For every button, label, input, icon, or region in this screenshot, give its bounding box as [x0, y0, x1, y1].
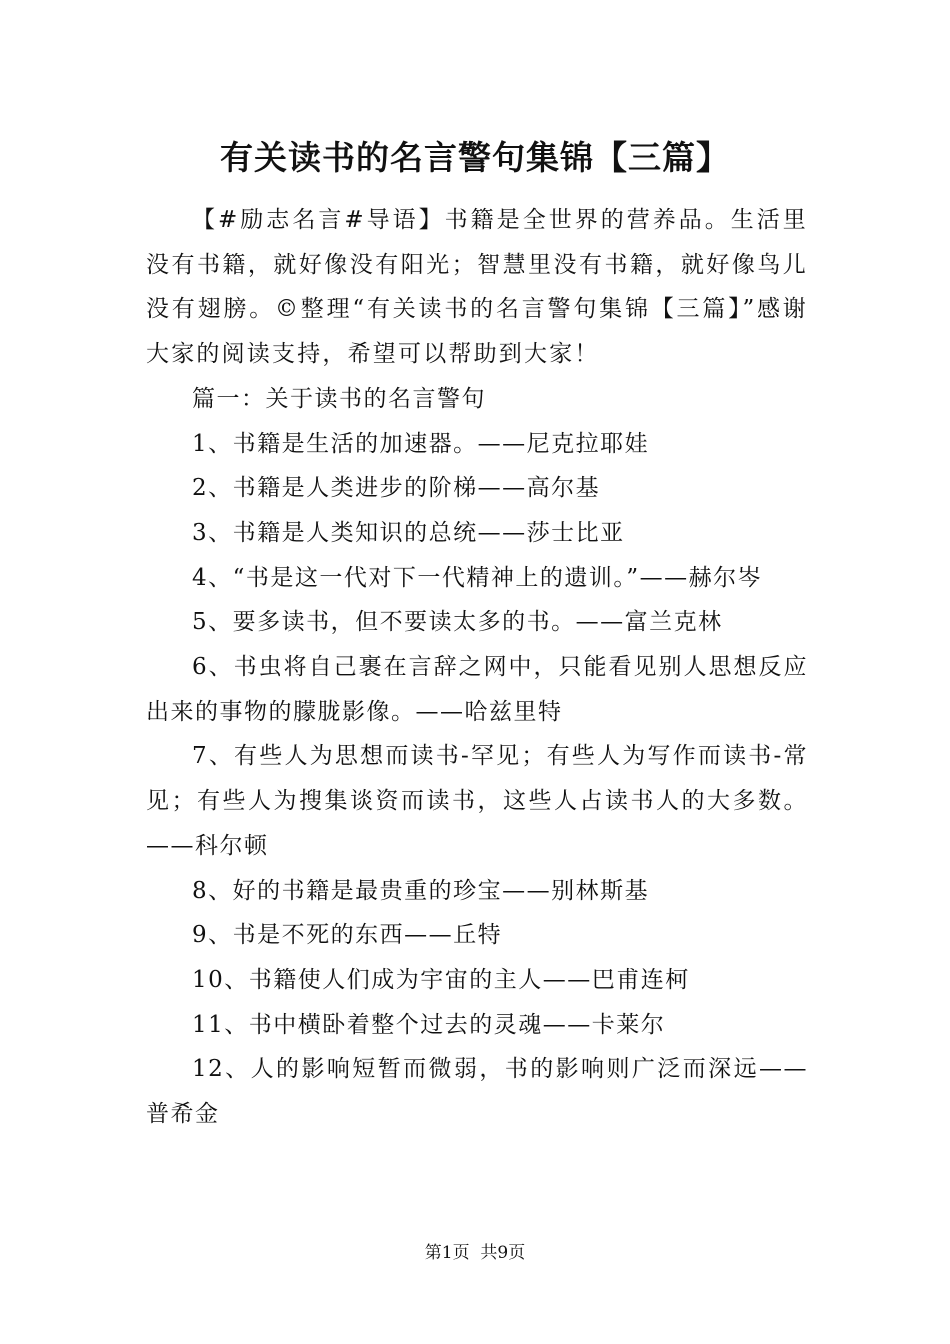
quote-item: 12、人的影响短暂而微弱，书的影响则广泛而深远——普希金 [146, 1056, 808, 1128]
quote-item: 11、书中横卧着整个过去的灵魂——卡莱尔 [192, 1011, 666, 1038]
page-footer [0, 1241, 950, 1265]
footer-separator [470, 1243, 481, 1263]
document-title: 有关读书的名言警句集锦【三篇】 [220, 138, 730, 177]
quote-item: 5、要多读书，但不要读太多的书。——富兰克林 [192, 609, 723, 636]
quote-item: 10、书籍使人们成为宇宙的主人——巴甫连柯 [192, 966, 690, 993]
quote-item: 1、书籍是生活的加速器。——尼克拉耶娃 [192, 430, 650, 457]
quote-item: 3、书籍是人类知识的总统——莎士比亚 [192, 519, 625, 546]
section-heading: 篇一：关于读书的名言警句 [192, 385, 486, 412]
quote-item: 9、书是不死的东西——丘特 [192, 922, 503, 949]
page-number: 第1页 [424, 1243, 470, 1263]
document-body [146, 198, 808, 1137]
quote-item: 2、书籍是人类进步的阶梯——高尔基 [192, 475, 601, 502]
page-total: 共9页 [480, 1243, 526, 1263]
quote-item: 6、书虫将自己裹在言辞之网中，只能看见别人思想反应出来的事物的朦胧影像。——哈兹里特 [146, 654, 808, 725]
quote-item: 7、有些人为思想而读书-罕见；有些人为写作而读书-常见；有些人为搜集谈资而读书，这些人占读书人的大多数。——科尔顿 [146, 743, 808, 859]
quote-item: 8、好的书籍是最贵重的珍宝——别林斯基 [192, 877, 650, 904]
quote-item: 4、“书是这一代对下一代精神上的遗训。”——赫尔岑 [192, 564, 763, 591]
intro-paragraph: 【#励志名言#导语】书籍是全世界的营养品。生活里没有书籍，就好像没有阳光；智慧里没有书籍，就好像鸟儿没有翅膀。©整理“有关读书的名言警句集锦【三篇】”感谢大家的阅读支持，希望可以帮助到大家！ [146, 207, 808, 368]
